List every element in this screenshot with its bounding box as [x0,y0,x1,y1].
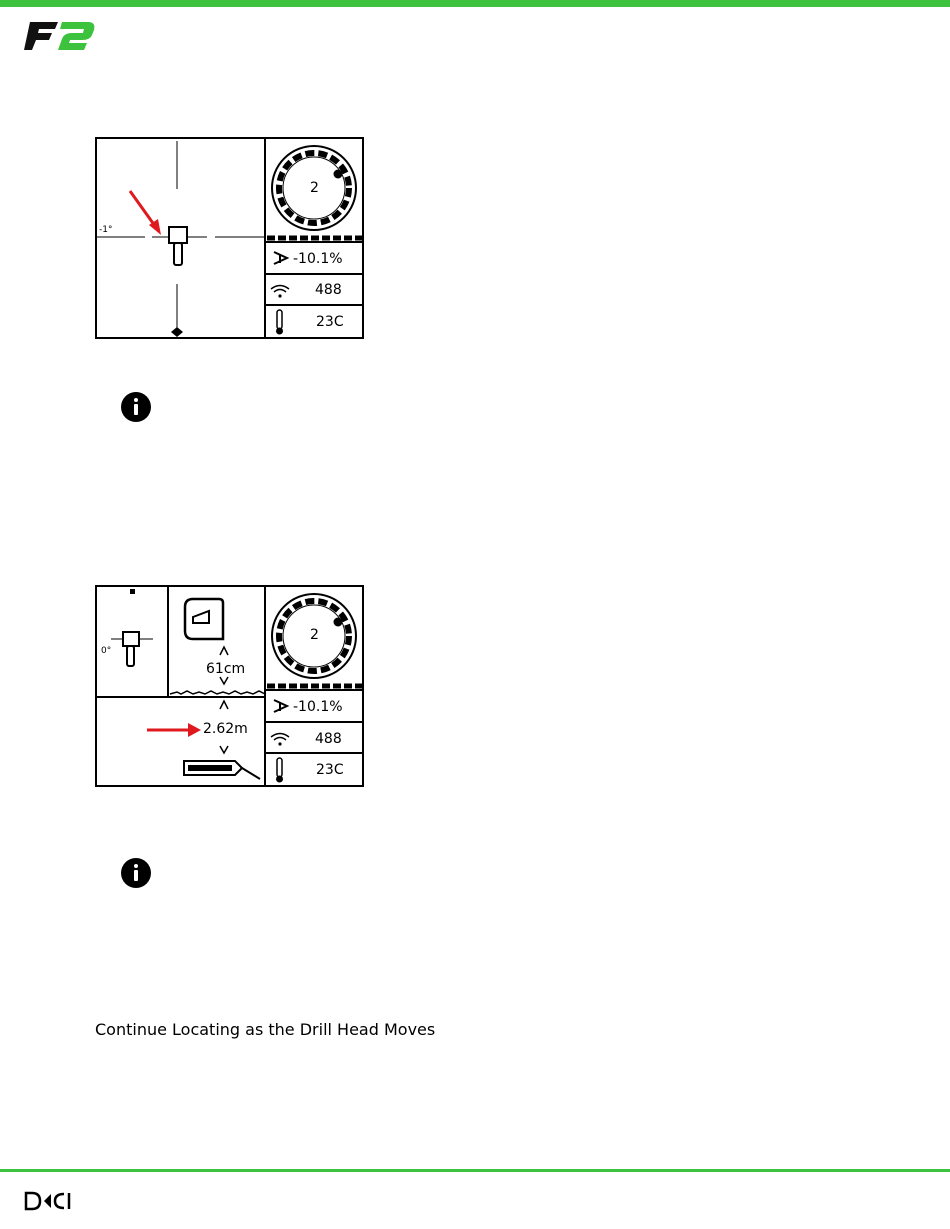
section-heading: Continue Locating as the Drill Head Moves [95,1020,436,1039]
locator-height-value: 61cm [206,661,246,677]
bottom-accent-bar [0,1169,950,1172]
signal-strength-value: 488 [315,731,342,747]
temperature-value: 23C [316,762,344,778]
locator-screen-locate-point [95,137,364,339]
pitch-angle-label: 0° [101,646,112,656]
roll-value: 2 [310,627,319,643]
pitch-value: -10.1% [293,699,343,715]
info-icon [121,858,151,888]
top-accent-bar [0,0,950,7]
f2-logo [24,18,100,54]
depth-value: 2.62m [203,721,248,737]
temperature-value: 23C [316,314,344,330]
locator-screen-depth [95,585,364,787]
roll-value: 2 [310,180,319,196]
signal-strength-value: 488 [315,282,342,298]
info-icon [121,392,151,422]
pitch-value: -10.1% [293,251,343,267]
pitch-angle-label: -1° [99,225,113,235]
dci-logo [24,1190,74,1212]
